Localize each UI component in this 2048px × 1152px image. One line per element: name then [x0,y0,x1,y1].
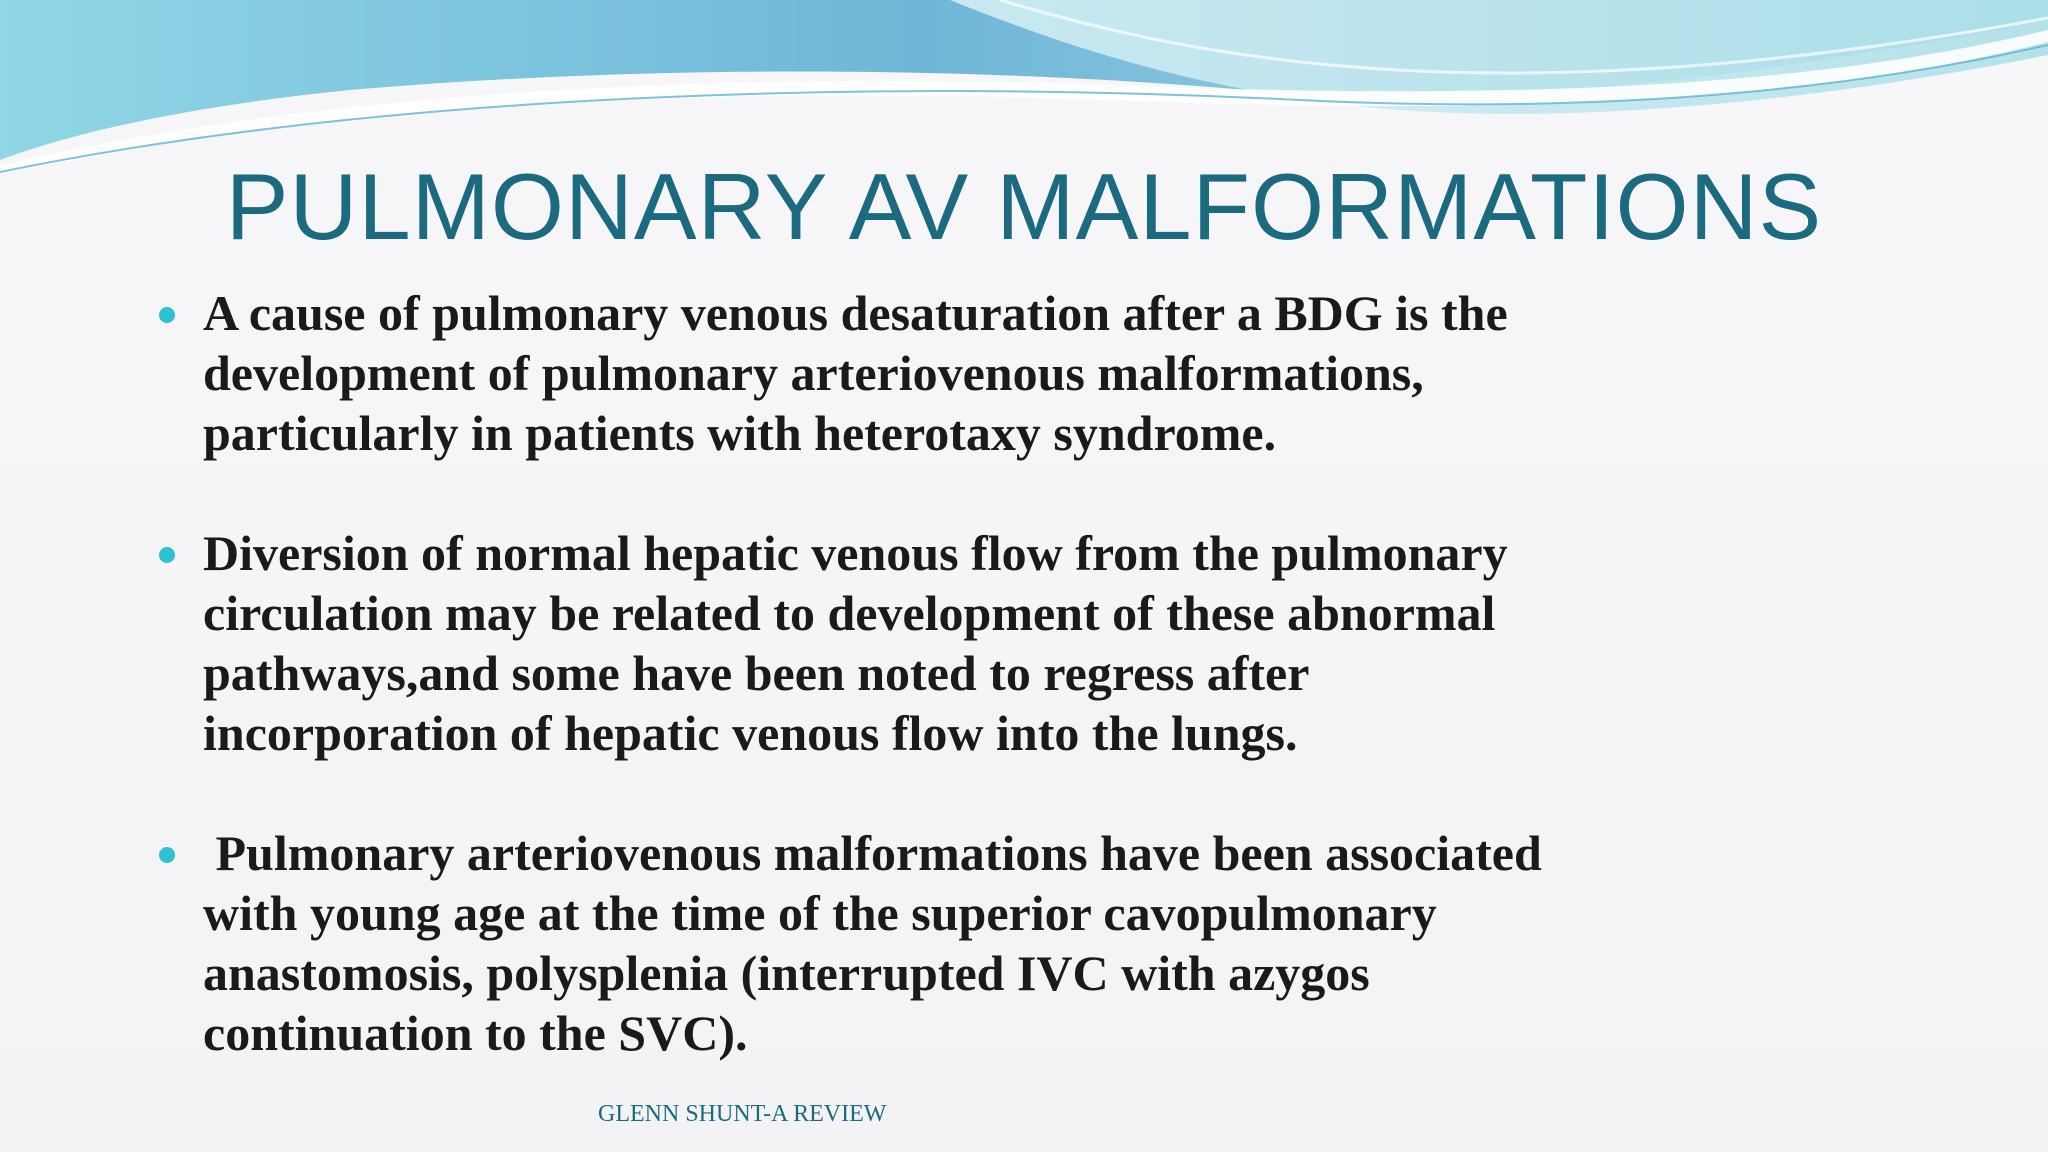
bullet-text-line: A cause of pulmonary venous desaturation after a BDG is the [203,285,1508,341]
bullet-item [155,523,1875,763]
bullet-text-line: incorporation of hepatic venous flow into the lungs. [203,705,1298,761]
slide-footer: GLENN SHUNT-A REVIEW [598,1101,887,1127]
bullet-text-line: Pulmonary arteriovenous malformations have been associated [203,825,1542,881]
bullet-text-line: anastomosis, polysplenia (interrupted IVC with azygos [203,945,1370,1001]
bullet-marker [159,547,175,563]
bullet-list [155,283,1875,1123]
bullet-item [155,283,1875,463]
bullet-item [155,823,1875,1063]
bullet-text-line: particularly in patients with heterotaxy syndrome. [203,405,1277,461]
bullet-text-line: continuation to the SVC). [203,1005,748,1061]
bullet-text-line: Diversion of normal hepatic venous flow from the pulmonary [203,525,1508,581]
bullet-text-line: pathways,and some have been noted to regress after [203,645,1310,701]
bullet-text-line: with young age at the time of the superior cavopulmonary [203,885,1437,941]
bullet-marker [159,847,175,863]
bullet-text-line: development of pulmonary arteriovenous malformations, [203,345,1424,401]
bullet-text-line: circulation may be related to development of these abnormal [203,585,1496,641]
slide-title: PULMONARY AV MALFORMATIONS [225,154,1823,259]
bullet-marker [159,307,175,323]
